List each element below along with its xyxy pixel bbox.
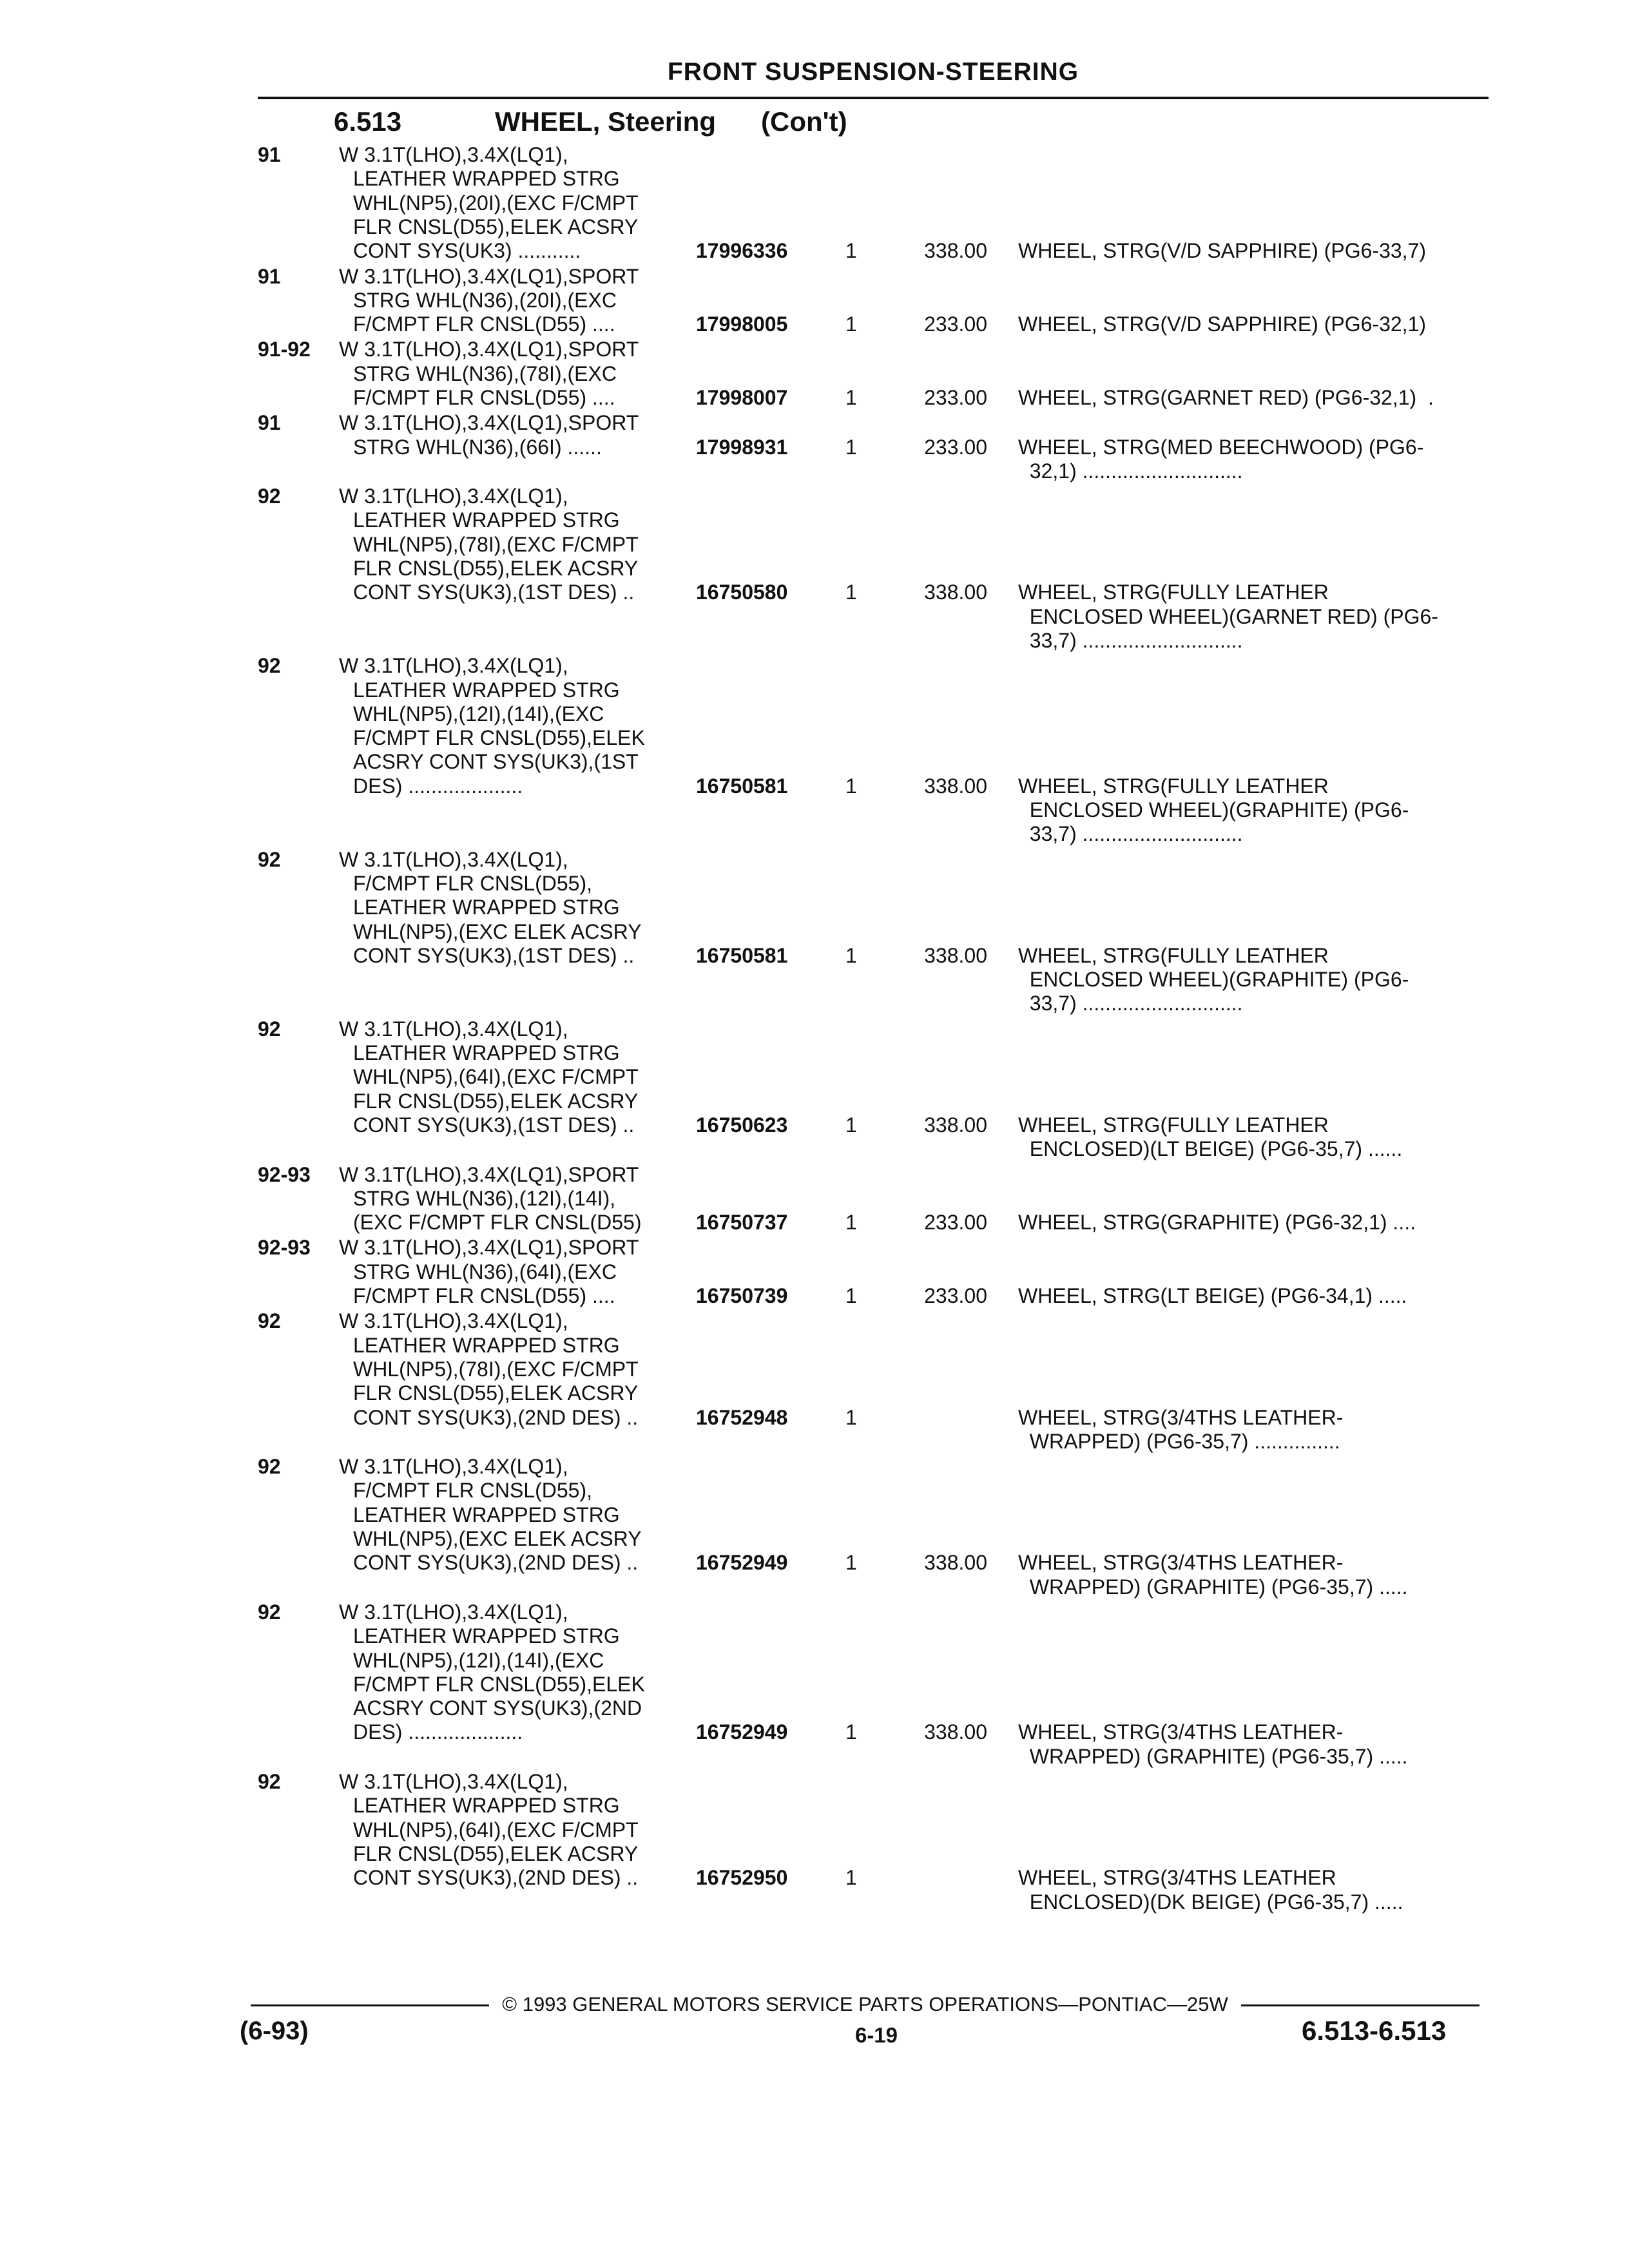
description-line: F/CMPT FLR CNSL(D55) .... [353,385,615,409]
description-line: W 3.1T(LHO),3.4X(LQ1), [339,143,568,166]
list-price: 338.00 [924,774,987,798]
part-number: 16752949 [696,1551,788,1575]
part-name-line: WHEEL, STRG(3/4THS LEATHER- [1018,1720,1344,1744]
description-line: W 3.1T(LHO),3.4X(LQ1),SPORT [339,338,639,361]
parts-entry [0,485,1629,654]
description-line: LEATHER WRAPPED STRG [353,1794,620,1818]
part-number: 17998931 [696,435,788,459]
description-line: ACSRY CONT SYS(UK3),(2ND [353,1696,642,1720]
model-year: 92 [258,1455,281,1479]
quantity: 1 [845,385,857,409]
description-line: W 3.1T(LHO),3.4X(LQ1), [339,1309,568,1333]
part-name-line: WRAPPED) (GRAPHITE) (PG6-35,7) ..... [1018,1575,1408,1599]
description-line: CONT SYS(UK3),(1ST DES) .. [353,1113,635,1137]
model-year: 91 [258,143,281,166]
description-line: WHL(NP5),(12I),(14I),(EXC [353,1648,604,1672]
description-line: LEATHER WRAPPED STRG [353,896,620,919]
quantity: 1 [845,1405,857,1429]
part-name-line: WRAPPED) (GRAPHITE) (PG6-35,7) ..... [1018,1744,1408,1768]
quantity: 1 [845,1551,857,1575]
part-number: 17996336 [696,239,788,263]
part-number: 16750737 [696,1211,788,1235]
description-line: W 3.1T(LHO),3.4X(LQ1),SPORT [339,264,639,288]
section-continued: (Con't) [761,106,847,137]
description-line: WHL(NP5),(78I),(EXC F/CMPT [353,1357,639,1381]
description-line: CONT SYS(UK3),(1ST DES) .. [353,943,635,967]
section-name: WHEEL, Steering [495,106,717,137]
page-number: 6-19 [854,2023,898,2047]
description-line: F/CMPT FLR CNSL(D55),ELEK [353,726,645,750]
description-line: W 3.1T(LHO),3.4X(LQ1), [339,847,568,871]
model-year: 91-92 [258,338,311,361]
model-year: 92-93 [258,1236,311,1260]
part-name [1018,1720,1482,1769]
copyright-text: © 1993 GENERAL MOTORS SERVICE PARTS OPERATIONS—PONTIAC—25W [502,1993,1228,2015]
parts-entry [0,265,1629,338]
parts-entry [0,1455,1629,1600]
description-line: W 3.1T(LHO),3.4X(LQ1),SPORT [339,1236,639,1260]
description-line: FLR CNSL(D55),ELEK ACSRY [353,557,639,581]
part-name-line: 33,7) ............................ [1018,992,1243,1015]
part-number: 17998005 [696,312,788,336]
usage-description [339,411,687,459]
model-year: 92 [258,847,281,871]
part-number: 17998007 [696,385,788,409]
model-year: 91 [258,264,281,288]
usage-description [339,1017,687,1137]
part-name-line: WHEEL, STRG(GARNET RED) (PG6-32,1) . [1018,385,1434,409]
usage-description [339,1309,687,1429]
quantity: 1 [845,774,857,798]
parts-entry [0,1770,1629,1916]
usage-description [339,1600,687,1745]
part-name-line: ENCLOSED)(DK BEIGE) (PG6-35,7) ..... [1018,1890,1403,1914]
description-line: STRG WHL(N36),(66I) ...... [353,435,602,459]
description-line: STRG WHL(N36),(20I),(EXC [353,288,617,312]
list-price: 233.00 [924,435,987,459]
parts-entry [0,848,1629,1017]
description-line: WHL(NP5),(12I),(14I),(EXC [353,702,604,726]
list-price: 338.00 [924,1720,987,1744]
model-year: 92-93 [258,1162,311,1186]
description-line: CONT SYS(UK3),(2ND DES) .. [353,1405,639,1429]
usage-description [339,1770,687,1890]
part-name-line: 32,1) ............................ [1018,459,1243,483]
description-line: W 3.1T(LHO),3.4X(LQ1),SPORT [339,411,639,435]
description-line: LEATHER WRAPPED STRG [353,508,620,532]
description-line: STRG WHL(N36),(64I),(EXC [353,1260,617,1283]
usage-description [339,654,687,798]
part-number: 16750581 [696,774,788,798]
description-line: (EXC F/CMPT FLR CNSL(D55) [353,1211,642,1235]
part-name [1018,1284,1482,1308]
part-name-line: WHEEL, STRG(FULLY LEATHER [1018,943,1329,967]
part-name-line: WHEEL, STRG(3/4THS LEATHER [1018,1866,1336,1890]
usage-description [339,1455,687,1575]
parts-entry [0,1600,1629,1770]
part-name-line: WHEEL, STRG(FULLY LEATHER [1018,1113,1329,1137]
part-name [1018,1211,1482,1235]
list-price: 338.00 [924,943,987,967]
part-name-line: ENCLOSED WHEEL)(GRAPHITE) (PG6- [1018,968,1409,992]
part-name [1018,1551,1482,1599]
part-name-line: WHEEL, STRG(MED BEECHWOOD) (PG6- [1018,435,1424,459]
description-line: W 3.1T(LHO),3.4X(LQ1), [339,1455,568,1479]
quantity: 1 [845,1720,857,1744]
description-line: STRG WHL(N36),(78I),(EXC [353,361,617,385]
model-year: 92 [258,1017,281,1041]
part-name [1018,774,1482,847]
part-number: 16750739 [696,1284,788,1308]
part-name [1018,581,1482,653]
list-price: 233.00 [924,385,987,409]
description-line: ACSRY CONT SYS(UK3),(1ST [353,750,639,774]
description-line: LEATHER WRAPPED STRG [353,1503,620,1526]
section-range: 6.513-6.513 [1302,2015,1447,2046]
part-name-line: 33,7) ............................ [1018,628,1243,652]
part-number: 16752949 [696,1720,788,1744]
description-line: LEATHER WRAPPED STRG [353,167,620,191]
parts-entry [0,1236,1629,1309]
description-line: WHL(NP5),(64I),(EXC F/CMPT [353,1818,639,1841]
part-name-line: WHEEL, STRG(FULLY LEATHER [1018,581,1329,604]
part-name-line: WHEEL, STRG(V/D SAPPHIRE) (PG6-32,1) [1018,312,1427,336]
model-year: 91 [258,411,281,435]
part-number: 16750581 [696,943,788,967]
parts-entry [0,1309,1629,1455]
description-line: FLR CNSL(D55),ELEK ACSRY [353,1381,639,1405]
description-line: CONT SYS(UK3),(2ND DES) .. [353,1866,639,1890]
description-line: F/CMPT FLR CNSL(D55), [353,1479,593,1503]
model-year: 92 [258,654,281,678]
description-line: F/CMPT FLR CNSL(D55),ELEK [353,1672,645,1696]
quantity: 1 [845,1284,857,1308]
page-header [258,53,1489,99]
parts-entry [0,338,1629,411]
parts-entry [0,654,1629,847]
description-line: DES) .................... [353,774,523,798]
quantity: 1 [845,943,857,967]
description-line: WHL(NP5),(64I),(EXC F/CMPT [353,1065,639,1089]
part-name-line: WHEEL, STRG(LT BEIGE) (PG6-34,1) ..... [1018,1284,1407,1308]
model-year: 92 [258,1600,281,1624]
list-price: 233.00 [924,1211,987,1235]
description-line: FLR CNSL(D55),ELEK ACSRY [353,215,639,238]
description-line: W 3.1T(LHO),3.4X(LQ1), [339,1600,568,1624]
description-line: W 3.1T(LHO),3.4X(LQ1),SPORT [339,1162,639,1186]
quantity: 1 [845,312,857,336]
description-line: LEATHER WRAPPED STRG [353,1624,620,1648]
part-name-line: ENCLOSED WHEEL)(GARNET RED) (PG6- [1018,604,1438,628]
model-year: 92 [258,485,281,508]
part-name-line: ENCLOSED WHEEL)(GRAPHITE) (PG6- [1018,798,1409,822]
list-price: 338.00 [924,1113,987,1137]
usage-description [339,485,687,604]
part-name-line: 33,7) ............................ [1018,822,1243,846]
description-line: CONT SYS(UK3),(2ND DES) .. [353,1551,639,1575]
quantity: 1 [845,435,857,459]
description-line: CONT SYS(UK3),(1ST DES) .. [353,581,635,604]
description-line: W 3.1T(LHO),3.4X(LQ1), [339,1017,568,1041]
usage-description [339,848,687,968]
description-line: F/CMPT FLR CNSL(D55) .... [353,1284,615,1308]
description-line: F/CMPT FLR CNSL(D55), [353,871,593,895]
part-name [1018,1406,1482,1454]
parts-entry [0,1163,1629,1236]
part-number: 16752950 [696,1866,788,1890]
part-name-line: WHEEL, STRG(FULLY LEATHER [1018,774,1329,798]
description-line: F/CMPT FLR CNSL(D55) .... [353,312,615,336]
description-line: W 3.1T(LHO),3.4X(LQ1), [339,1770,568,1794]
usage-description [339,265,687,337]
description-line: LEATHER WRAPPED STRG [353,1041,620,1065]
description-line: FLR CNSL(D55),ELEK ACSRY [353,1089,639,1113]
description-line: WHL(NP5),(20I),(EXC F/CMPT [353,191,639,215]
part-name [1018,312,1482,336]
description-line: CONT SYS(UK3) ........... [353,239,581,263]
description-line: LEATHER WRAPPED STRG [353,1333,620,1357]
parts-entry [0,1017,1629,1163]
parts-entry [0,143,1629,265]
part-name-line: WHEEL, STRG(3/4THS LEATHER- [1018,1551,1344,1575]
part-name [1018,1866,1482,1914]
quantity: 1 [845,1113,857,1137]
footer-date: (6-93) [240,2017,309,2045]
part-name [1018,944,1482,1016]
list-price: 233.00 [924,1284,987,1308]
description-line: W 3.1T(LHO),3.4X(LQ1), [339,485,568,508]
page-title: FRONT SUSPENSION-STEERING [667,58,1079,86]
part-number: 16752948 [696,1405,788,1429]
part-number: 16750580 [696,581,788,604]
usage-description [339,1236,687,1308]
quantity: 1 [845,581,857,604]
part-name-line: WRAPPED) (PG6-35,7) ............... [1018,1429,1340,1453]
list-price: 338.00 [924,1551,987,1575]
part-name [1018,239,1482,263]
description-line: WHL(NP5),(EXC ELEK ACSRY [353,919,642,943]
quantity: 1 [845,1866,857,1890]
part-number: 16750623 [696,1113,788,1137]
description-line: WHL(NP5),(EXC ELEK ACSRY [353,1527,642,1551]
list-price: 338.00 [924,239,987,263]
section-number: 6.513 [334,106,402,137]
description-line: LEATHER WRAPPED STRG [353,678,620,702]
part-name-line: WHEEL, STRG(V/D SAPPHIRE) (PG6-33,7) [1018,239,1427,263]
usage-description [339,1163,687,1235]
description-line: STRG WHL(N36),(12I),(14I), [353,1186,616,1210]
description-line: WHL(NP5),(78I),(EXC F/CMPT [353,532,639,556]
usage-description [339,143,687,263]
description-line: DES) .................... [353,1720,523,1744]
part-name-line: WHEEL, STRG(GRAPHITE) (PG6-32,1) .... [1018,1211,1416,1235]
usage-description [339,338,687,410]
quantity: 1 [845,1211,857,1235]
model-year: 92 [258,1309,281,1333]
part-name [1018,1113,1482,1162]
part-name-line: ENCLOSED)(LT BEIGE) (PG6-35,7) ...... [1018,1137,1403,1161]
section-heading [334,106,847,137]
description-line: FLR CNSL(D55),ELEK ACSRY [353,1841,639,1865]
part-name-line: WHEEL, STRG(3/4THS LEATHER- [1018,1405,1344,1429]
list-price: 338.00 [924,581,987,604]
model-year: 92 [258,1770,281,1794]
quantity: 1 [845,239,857,263]
list-price: 233.00 [924,312,987,336]
part-name [1018,386,1482,410]
description-line: W 3.1T(LHO),3.4X(LQ1), [339,654,568,678]
part-name [1018,436,1482,484]
parts-entry [0,411,1629,485]
parts-list [0,143,1629,1916]
